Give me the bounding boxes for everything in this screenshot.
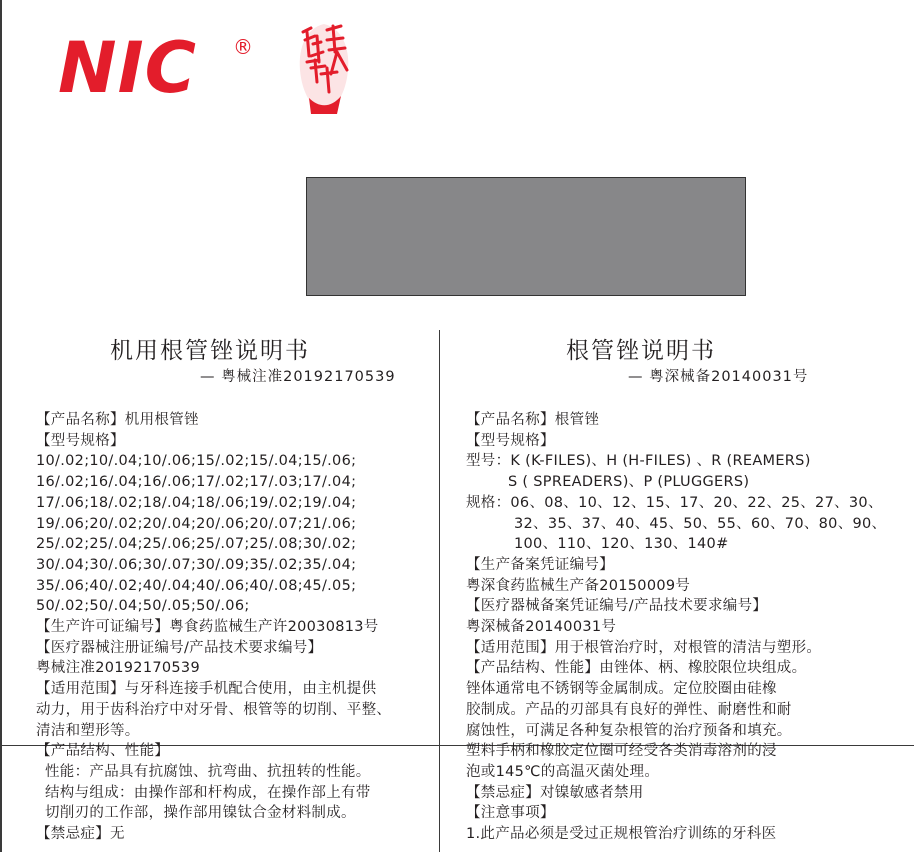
left-title: 机用根管锉说明书 [110, 338, 310, 364]
right-line: 粤深械备20140031号 [466, 619, 617, 636]
right-line: 【适用范围】用于根管治疗时，对根管的清洁与塑形。 [466, 639, 822, 656]
right-line: 【型号规格】 [466, 432, 555, 449]
right-title: 根管锉说明书 [566, 338, 716, 364]
right-line: S ( SPREADERS)、P (PLUGGERS) [508, 474, 750, 491]
right-line: 1.此产品必须是受过正规根管治疗训练的牙科医 [466, 826, 777, 843]
left-line: 切削刃的工作部，操作部用镍钛合金材料制成。 [45, 805, 356, 822]
left-line: 25/.02;25/.04;25/.06;25/.07;25/.08;30/.02; [36, 536, 357, 553]
right-line: 【注意事项】 [466, 805, 555, 822]
nic-logo: NIC [58, 27, 198, 109]
right-line: 塑料手柄和橡胶定位圈可经受各类消毒溶剂的浸 [466, 743, 777, 760]
left-line: 【产品名称】机用根管锉 [36, 412, 199, 428]
left-line: 【适用范围】与牙科连接手机配合使用，由主机提供 [36, 681, 377, 698]
left-line: 16/.02;16/.04;16/.06;17/.02;17/.03;17/.04; [36, 474, 357, 491]
right-line: 泡或145℃的高温灭菌处理。 [466, 763, 660, 780]
left-border [0, 0, 2, 852]
right-line: 【禁忌症】对镍敏感者禁用 [466, 784, 644, 801]
left-line: 清洁和塑形等。 [36, 722, 140, 739]
right-line: 100、110、120、130、140# [514, 536, 729, 553]
left-line: 10/.02;10/.04;10/.06;15/.02;15/.04;15/.06; [36, 453, 357, 470]
left-line: 粤械注准20192170539 [36, 660, 200, 677]
left-line: 17/.06;18/.02;18/.04;18/.06;19/.02;19/.04; [36, 494, 357, 511]
right-line: 型号：K (K-FILES)、H (H-FILES) 、R (REAMERS) [466, 453, 811, 470]
right-registration-number: — 粤深械备20140031号 [628, 369, 809, 385]
left-line: 结构与组成：由操作部和杆构成，在操作部上有带 [45, 784, 371, 801]
left-line: 【型号规格】 [36, 432, 125, 449]
right-line: 【产品结构、性能】由锉体、柄、橡胶限位块组成。 [466, 660, 807, 677]
column-divider [439, 330, 440, 852]
left-line: 性能：产品具有抗腐蚀、抗弯曲、抗扭转的性能。 [45, 763, 371, 780]
left-line: 【产品结构、性能】 [36, 743, 170, 760]
right-line: 【产品名称】根管锉 [466, 412, 600, 428]
right-line: 粤深食药监械生产备20150009号 [466, 577, 691, 594]
left-line: 动力，用于齿科治疗中对牙骨、根管等的切削、平整、 [36, 701, 392, 718]
left-line: 【禁忌症】无 [36, 826, 125, 843]
redacted-image-block [306, 177, 746, 296]
left-body [36, 410, 391, 845]
right-line: 【生产备案凭证编号】 [466, 556, 614, 573]
right-line: 【医疗器械备案凭证编号/产品技术要求编号】 [466, 598, 768, 615]
right-line: 胶制成。产品的刃部具有良好的弹性、耐磨性和耐 [466, 701, 792, 718]
right-line: 规格：06、08、10、12、15、17、20、22、25、27、30、 [466, 494, 883, 511]
left-registration-number: — 粤械注准20192170539 [200, 369, 396, 385]
left-line: 30/.04;30/.06;30/.07;30/.09;35/.02;35/.04; [36, 556, 357, 573]
right-body [466, 410, 886, 845]
left-line: 19/.06;20/.02;20/.04;20/.06;20/.07;21/.06; [36, 515, 357, 532]
left-line: 【生产许可证编号】粤食药监械生产许20030813号 [36, 619, 379, 636]
calligraphy-seal-logo [297, 22, 351, 114]
right-line: 锉体通常电不锈钢等金属制成。定位胶圈由硅橡 [466, 681, 777, 698]
left-line: 35/.06;40/.02;40/.04;40/.06;40/.08;45/.05; [36, 577, 357, 594]
right-line: 腐蚀性，可满足各种复杂根管的治疗预备和填充。 [466, 722, 792, 739]
right-line: 32、35、37、40、45、50、55、60、70、80、90、 [514, 515, 887, 532]
left-line: 【医疗器械注册证编号/产品技术要求编号】 [36, 639, 323, 656]
registered-mark: ® [233, 35, 253, 59]
left-line: 50/.02;50/.04;50/.05;50/.06; [36, 598, 250, 615]
